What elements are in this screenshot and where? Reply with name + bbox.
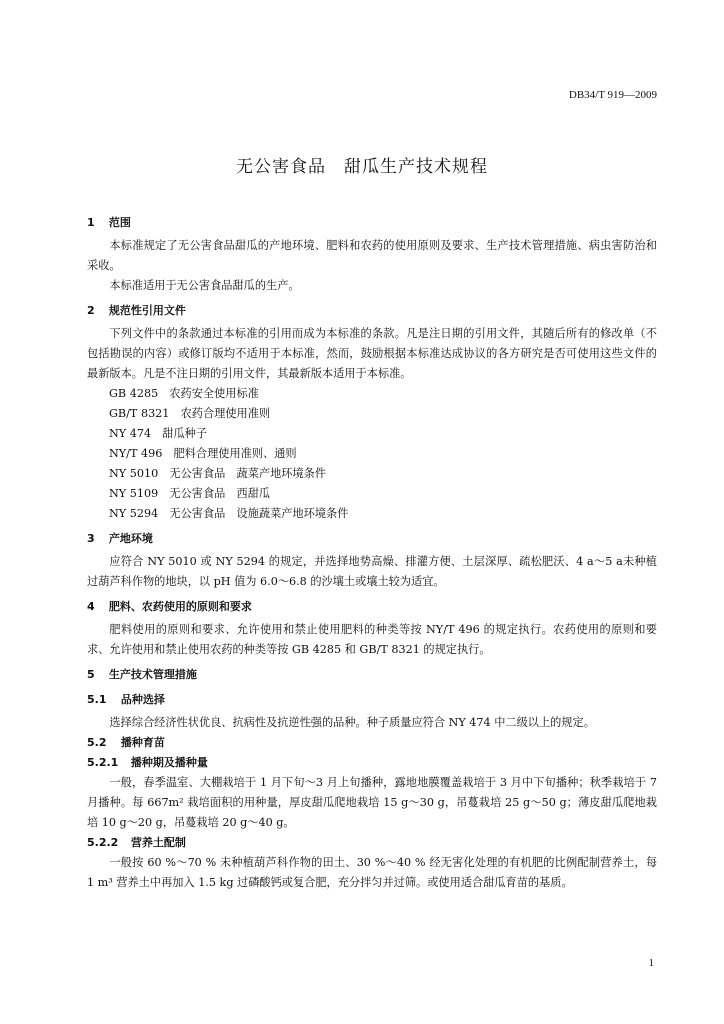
paragraph: 下列文件中的条款通过本标准的引用而成为本标准的条款。凡是注日期的引用文件，其随后所有的修改单（不包括勘误的内容）或修订版均不适用于本标准，然而，鼓励根据本标准达成协议的各方研究是否可使用这些文件的最新版本。凡是不注日期的引用文件，其最新版本适用于本标准。 xyxy=(87,327,657,380)
section-number: 5 xyxy=(87,668,95,681)
section-title: 范围 xyxy=(108,216,131,229)
section-number: 4 xyxy=(87,600,95,613)
paragraph: 选择综合经济性状优良、抗病性及抗逆性强的品种。种子质量应符合 NY 474 中二级以上的规定。 xyxy=(109,716,595,729)
section-title: 肥料、农药使用的原则和要求 xyxy=(108,600,252,613)
paragraph: 应符合 NY 5010 或 NY 5294 的规定，并选择地势高燥、排灌方便、土层深厚、疏松肥沃、4 a～5 a未种植过葫芦科作物的地块，以 pH 值为 6.0～6.8 的沙壤土或壤土较为适宜。 xyxy=(87,555,657,588)
section-5-heading xyxy=(87,665,657,685)
section-5-2-2-heading xyxy=(87,833,657,853)
section-title: 营养土配制 xyxy=(130,836,186,849)
section-title: 播种育苗 xyxy=(120,736,165,749)
reference-item: NY 5109 无公害食品 西甜瓜 xyxy=(109,487,271,500)
paragraph: 本标准规定了无公害食品甜瓜的产地环境、肥料和农药的使用原则及要求、生产技术管理措施、病虫害防治和采收。 xyxy=(87,239,657,272)
reference-item: GB/T 8321 农药合理使用准则 xyxy=(109,407,271,420)
section-number: 3 xyxy=(87,532,95,545)
document-body xyxy=(87,208,657,893)
section-number: 1 xyxy=(87,216,95,229)
section-5-2-heading xyxy=(87,733,657,753)
section-title: 品种选择 xyxy=(120,693,165,706)
section-title: 产地环境 xyxy=(108,532,153,545)
paragraph: 本标准适用于无公害食品甜瓜的生产。 xyxy=(109,279,300,292)
section-number: 2 xyxy=(87,304,95,317)
section-title: 播种期及播种量 xyxy=(130,756,208,769)
paragraph: 肥料使用的原则和要求、允许使用和禁止使用肥料的种类等按 NY/T 496 的规定执行。农药使用的原则和要求、允许使用和禁止使用农药的种类等按 GB 4285 和 GB/T 8321 的规定执行。 xyxy=(87,623,657,656)
section-number: 5.2.1 xyxy=(87,756,119,769)
section-2-heading xyxy=(87,301,657,321)
section-5-1-heading xyxy=(87,690,657,710)
section-title: 生产技术管理措施 xyxy=(108,668,197,681)
section-title: 规范性引用文件 xyxy=(108,304,186,317)
standard-code: DB34/T 919—2009 xyxy=(568,89,657,101)
section-5-2-1-heading xyxy=(87,753,657,773)
section-3-heading xyxy=(87,529,657,549)
reference-item: NY 5294 无公害食品 设施蔬菜产地环境条件 xyxy=(109,507,349,520)
reference-item: NY 5010 无公害食品 蔬菜产地环境条件 xyxy=(109,467,327,480)
section-number: 5.2 xyxy=(87,736,107,749)
paragraph: 一般按 60 %～70 % 未种植葫芦科作物的田土、30 %～40 % 经无害化处理的有机肥的比例配制营养土，每 1 m³ 营养土中再加入 1.5 kg 过磷酸钙或复合肥，充分拌匀并过筛。或使用适合甜瓜育苗的基质。 xyxy=(87,856,657,889)
reference-item: NY 474 甜瓜种子 xyxy=(109,427,208,440)
reference-item: GB 4285 农药安全使用标准 xyxy=(109,387,259,400)
paragraph: 一般，春季温室、大棚栽培于 1 月下旬～3 月上旬播种，露地地膜覆盖栽培于 3 月中下旬播种；秋季栽培于 7 月播种。每 667m² 栽培面积的用种量，厚皮甜瓜爬地栽培 15 g～30 g，吊蔓栽培 25 g～50 g；薄皮甜瓜爬地栽培 10 g～20 g，吊蔓栽培 20 g～40 g。 xyxy=(87,776,657,829)
page-number: 1 xyxy=(648,957,654,969)
document-title: 无公害食品 甜瓜生产技术规程 xyxy=(236,157,488,177)
section-number: 5.1 xyxy=(87,693,107,706)
reference-item: NY/T 496 肥料合理使用准则、通则 xyxy=(109,447,297,460)
section-number: 5.2.2 xyxy=(87,836,119,849)
section-4-heading xyxy=(87,597,657,617)
section-1-heading xyxy=(87,213,657,233)
